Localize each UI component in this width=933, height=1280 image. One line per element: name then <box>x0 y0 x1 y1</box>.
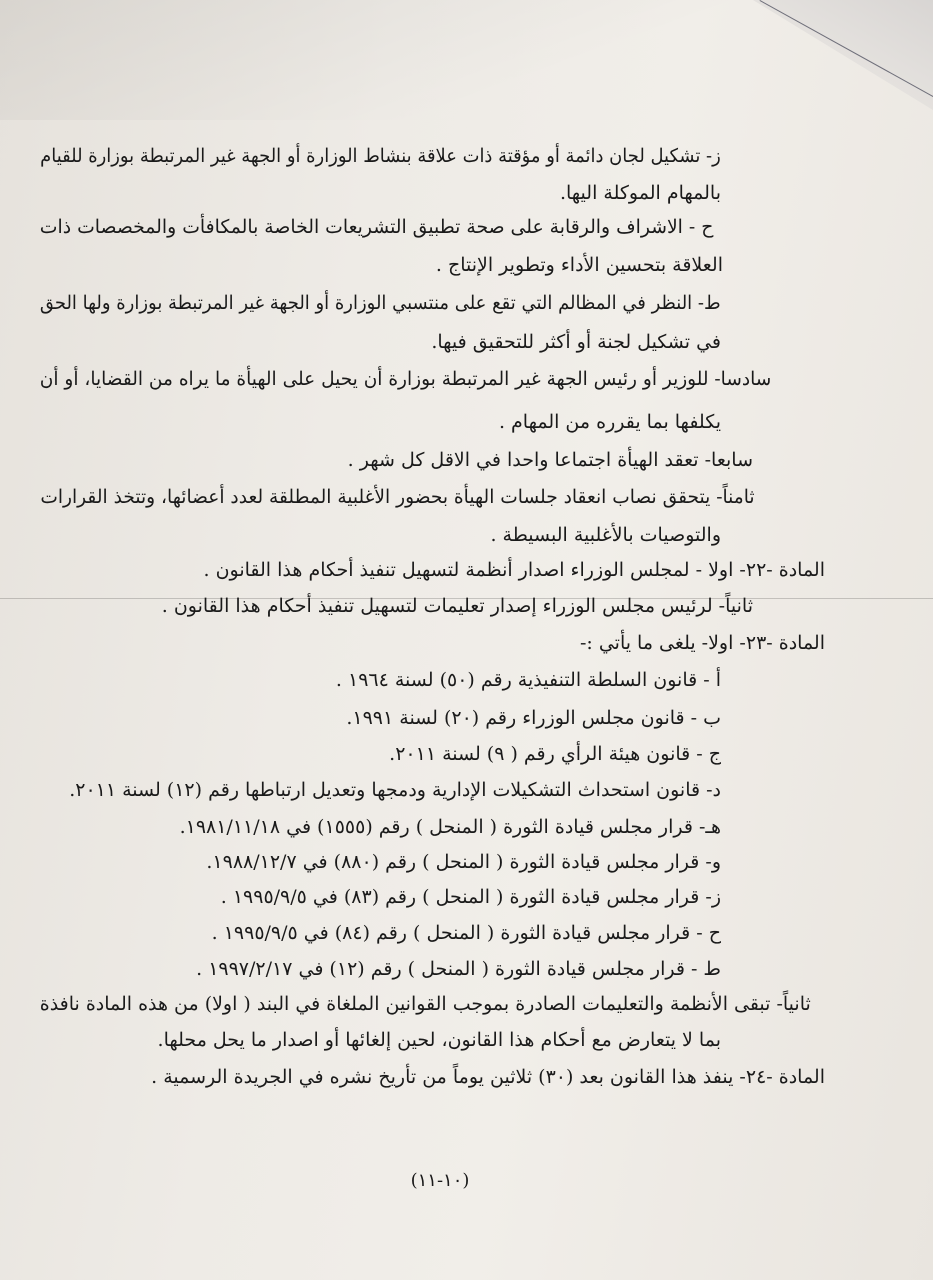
text-line: ز- قرار مجلس قيادة الثورة ( المنحل ) رقم (٨٣) في ١٩٩٥/٩/٥ . <box>220 886 721 908</box>
text-line: ب - قانون مجلس الوزراء رقم (٢٠) لسنة ١٩٩١. <box>346 707 721 729</box>
text-line: ج - قانون هيئة الرأي رقم ( ٩) لسنة ٢٠١١. <box>389 743 721 765</box>
text-line: ثامناً- يتحقق نصاب انعقاد جلسات الهيأة بحضور الأغلبية المطلقة لعدد أعضائها، وتتخذ القرارات <box>40 486 755 508</box>
text-line: المادة -٢٢- اولا - لمجلس الوزراء اصدار أنظمة لتسهيل تنفيذ أحكام هذا القانون . <box>203 559 825 581</box>
text-line: يكلفها بما يقرره من المهام . <box>498 411 721 433</box>
text-line: ح - الاشراف والرقابة على صحة تطبيق التشريعات الخاصة بالمكافأت والمخصصات ذات <box>39 216 713 238</box>
text-line: ح - قرار مجلس قيادة الثورة ( المنحل ) رقم (٨٤) في ١٩٩٥/٩/٥ . <box>211 922 721 944</box>
text-line: ط - قرار مجلس قيادة الثورة ( المنحل ) رقم (١٢) في ١٩٩٧/٢/١٧ . <box>196 958 721 980</box>
text-line: أ - قانون السلطة التنفيذية رقم (٥٠) لسنة ١٩٦٤ . <box>335 669 721 691</box>
text-line: سادسا- للوزير أو رئيس الجهة غير المرتبطة بوزارة أن يحيل على الهيأة ما يراه من القضايا، أو أن <box>39 368 771 390</box>
text-line: العلاقة بتحسين الأداء وتطوير الإنتاج . <box>435 254 723 276</box>
text-line: سابعا- تعقد الهيأة اجتماعا واحدا في الاقل كل شهر . <box>347 449 753 471</box>
text-line: و- قرار مجلس قيادة الثورة ( المنحل ) رقم (٨٨٠) في ١٩٨٨/١٢/٧. <box>206 851 721 873</box>
text-line: بالمهام الموكلة اليها. <box>559 182 721 204</box>
page-number: (١٠-١١) <box>410 1170 470 1191</box>
text-line: هـ- قرار مجلس قيادة الثورة ( المنحل ) رقم (١٥٥٥) في ١٩٨١/١١/١٨. <box>179 816 721 838</box>
text-line: والتوصيات بالأغلبية البسيطة . <box>490 524 721 546</box>
text-line: ز- تشكيل لجان دائمة أو مؤقتة ذات علاقة بنشاط الوزارة أو الجهة غير المرتبطة بوزارة للقيام <box>40 145 721 167</box>
text-line: ثانياً- تبقى الأنظمة والتعليمات الصادرة بموجب القوانين الملغاة في البند ( اولا) من هذه المادة نافذة <box>40 993 811 1015</box>
text-line: ثانياً- لرئيس مجلس الوزراء إصدار تعليمات لتسهيل تنفيذ أحكام هذا القانون . <box>161 595 753 617</box>
text-line: في تشكيل لجنة أو أكثر للتحقيق فيها. <box>431 331 721 353</box>
text-line: د- قانون استحداث التشكيلات الإدارية ودمجها وتعديل ارتباطها رقم (١٢) لسنة ٢٠١١. <box>69 779 721 801</box>
text-line: بما لا يتعارض مع أحكام هذا القانون، لحين إلغائها أو اصدار ما يحل محلها. <box>157 1029 721 1051</box>
text-line: المادة -٢٣- اولا- يلغى ما يأتي :- <box>579 632 825 654</box>
text-line: ط- النظر في المظالم التي تقع على منتسبي الوزارة أو الجهة غير المرتبطة بوزارة ولها الحق <box>40 292 721 314</box>
text-line: المادة -٢٤- ينفذ هذا القانون بعد (٣٠) ثلاثين يوماً من تأريخ نشره في الجريدة الرسمية . <box>151 1066 825 1088</box>
